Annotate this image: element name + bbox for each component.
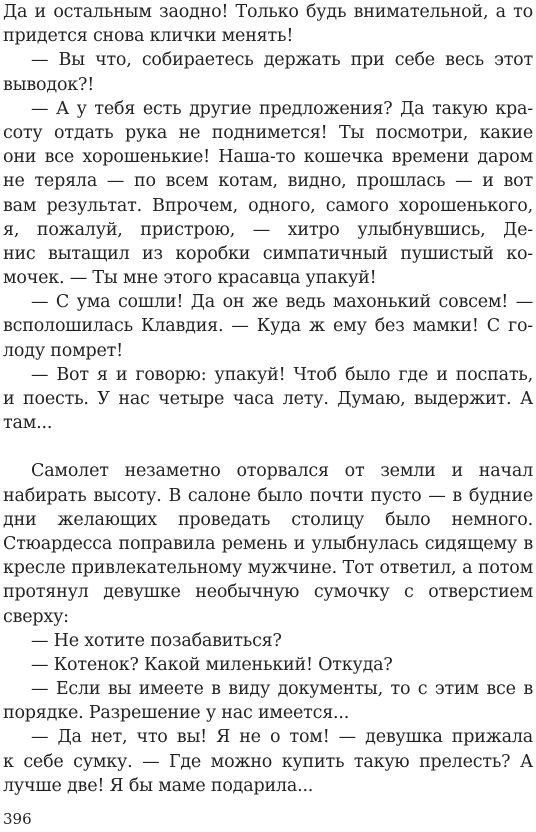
text-line: — Вы что, собираетесь держать при себе весь этот [31, 50, 533, 71]
text-line: дни желающих проведать столицу было немного. [3, 509, 533, 530]
text-line: — Не хотите позабавиться? [31, 630, 282, 651]
book-page [3, 0, 533, 832]
text-line: вам результат. Впрочем, одного, самого хорошенького, [3, 195, 533, 216]
paragraph [3, 653, 533, 677]
text-line: соту отдать рука не поднимется! Ты посмотри, какие [3, 122, 533, 143]
text-line: протянул девушке необычную сумочку с отверстием [3, 582, 533, 603]
paragraph [3, 725, 533, 798]
paragraph [3, 363, 533, 436]
text-line: нис вытащил из коробки симпатичный пушистый ко- [3, 243, 533, 264]
text-section-flight [3, 459, 533, 798]
paragraph [3, 629, 533, 653]
paragraph [3, 0, 533, 48]
text-line: Да и остальным заодно! Только будь внимательной, а то [3, 2, 533, 22]
text-line: набирать высоту. В салоне было почти пусто — в будние [3, 485, 533, 506]
text-line: придется снова клички менять! [3, 26, 294, 47]
text-line: Самолет незаметно оторвался от земли и начал [31, 461, 533, 482]
text-line: лучше две! Я бы маме подарила... [3, 775, 314, 796]
section-break [3, 435, 533, 459]
text-line: я, пожалуй, пристрою, — хитро улыбнувшись, Де- [3, 219, 533, 240]
paragraph [3, 459, 533, 628]
text-line: порядке. Разрешение у нас имеется... [3, 703, 350, 724]
page-number: 396 [3, 810, 32, 828]
text-section-dialogue [3, 0, 533, 435]
text-line: мочек. — Ты мне этого красавца упакуй! [3, 268, 377, 289]
text-line: — Да нет, что вы! Я не о том! — девушка прижала [31, 727, 533, 748]
text-line: сверху: [3, 606, 69, 627]
text-line: не теряла — по всем котам, видно, прошлась — и вот [3, 171, 533, 192]
text-line: лоду помрет! [3, 340, 123, 361]
body-text [3, 0, 533, 798]
text-line: там... [3, 413, 53, 434]
paragraph [3, 677, 533, 725]
paragraph [3, 48, 533, 96]
text-line: к себе сумку. — Где можно купить такую прелесть? А [3, 751, 533, 772]
paragraph [3, 97, 533, 291]
text-line: и поесть. У нас четыре часа лету. Думаю, выдержит. А [3, 389, 533, 409]
text-line: всполошилась Клавдия. — Куда ж ему без мамки! С го- [3, 316, 533, 337]
text-line: — Вот я и говорю: упакуй! Чтоб было где и поспать, [31, 364, 533, 385]
paragraph [3, 290, 533, 363]
text-line: Стюардесса поправила ремень и улыбнулась сидящему в [3, 533, 533, 554]
text-line: — С ума сошли! Да он же ведь махонький совсем! — [31, 292, 533, 313]
text-line: выводок?! [3, 74, 95, 95]
text-line: они все хорошенькие! Наша-то кошечка времени даром [3, 147, 533, 168]
text-line: — А у тебя есть другие предложения? Да такую кра- [31, 98, 533, 119]
text-line: — Котенок? Какой миленький! Откуда? [31, 654, 393, 675]
text-line: — Если вы имеете в виду документы, то с этим все в [31, 679, 533, 700]
text-line: кресле привлекательному мужчине. Тот ответил, а потом [3, 558, 533, 579]
